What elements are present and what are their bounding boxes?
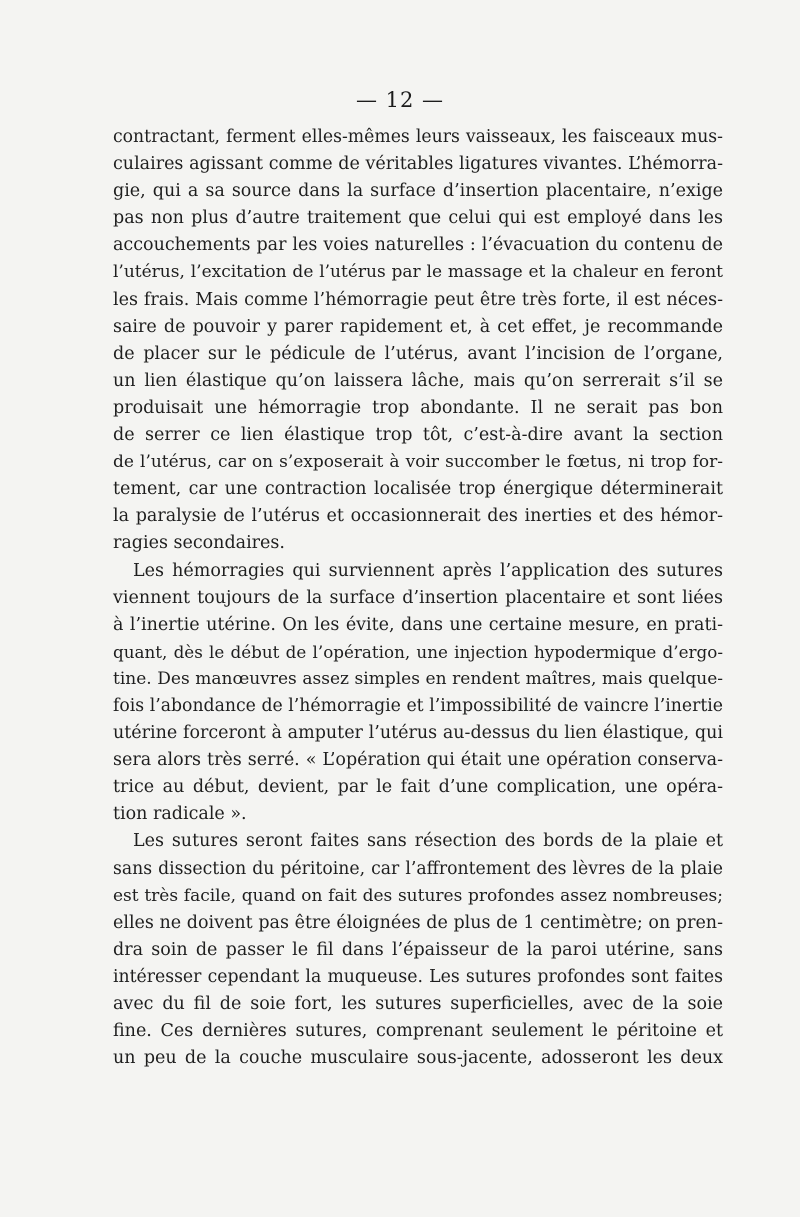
- text-line: intéresser cependant la muqueuse. Les sutures profondes sont faites: [113, 966, 723, 987]
- text-line: tion radicale ».: [113, 804, 247, 825]
- text-line: fine. Ces dernières sutures, comprenant seulement le péritoine et: [113, 1021, 723, 1042]
- text-line: viennent toujours de la surface d’insertion placentaire et sont liées: [113, 587, 723, 608]
- text-line: pas non plus d’autre traitement que celui qui est employé dans les: [113, 208, 723, 229]
- text-line: saire de pouvoir y parer rapidement et, à cet effet, je recommande: [113, 316, 723, 337]
- text-line: un peu de la couche musculaire sous-jacente, adosseront les deux: [113, 1048, 723, 1069]
- text-line: de l’utérus, car on s’exposerait à voir succomber le fœtus, ni trop for-: [113, 452, 723, 473]
- text-line: avec du fil de soie fort, les sutures superficielles, avec de la soie: [113, 994, 723, 1014]
- text-line: sans dissection du péritoine, car l’affrontement des lèvres de la plaie: [113, 858, 723, 879]
- paragraph-2: [113, 558, 723, 829]
- text-line: elles ne doivent pas être éloignées de plus de 1 centimètre; on pren-: [113, 912, 723, 933]
- text-line: ragies secondaires.: [113, 533, 285, 554]
- text-line: de serrer ce lien élastique trop tôt, c’est-à-dire avant la section: [113, 425, 723, 446]
- text-line: l’utérus, l’excitation de l’utérus par le massage et la chaleur en feront: [113, 262, 723, 283]
- text-line: accouchements par les voies naturelles : l’évacuation du contenu de: [113, 235, 723, 256]
- text-line: tement, car une contraction localisée trop énergique déterminerait: [113, 479, 723, 500]
- text-line: Les hémorragies qui surviennent après l’application des sutures: [133, 560, 723, 581]
- text-line: est très facile, quand on fait des sutures profondes assez nombreuses;: [113, 885, 723, 906]
- text-line: sera alors très serré. « L’opération qui était une opération conserva-: [113, 750, 723, 771]
- text-line: tine. Des manœuvres assez simples en rendent maîtres, mais quelque-: [113, 668, 723, 689]
- paragraph-1: [113, 124, 723, 558]
- text-line: de placer sur le pédicule de l’utérus, avant l’incision de l’organe,: [113, 343, 723, 364]
- text-line: un lien élastique qu’on laissera lâche, mais qu’on serrerait s’il se: [113, 370, 723, 391]
- paragraph-3: [113, 828, 723, 1072]
- text-line: à l’inertie utérine. On les évite, dans une certaine mesure, en prati-: [113, 614, 723, 635]
- text-line: contractant, ferment elles-mêmes leurs vaisseaux, les faisceaux mus-: [113, 127, 723, 147]
- text-line: fois l’abondance de l’hémorragie et l’impossibilité de vaincre l’inertie: [113, 695, 723, 716]
- page-number: — 12 —: [355, 88, 445, 112]
- text-line: utérine forceront à amputer l’utérus au-dessus du lien élastique, qui: [113, 723, 723, 744]
- text-line: la paralysie de l’utérus et occasionnerait des inerties et des hémor-: [113, 506, 723, 527]
- text-line: Les sutures seront faites sans résection des bords de la plaie et: [133, 831, 723, 852]
- text-line: produisait une hémorragie trop abondante. Il ne serait pas bon: [113, 397, 723, 418]
- text-line: trice au début, devient, par le fait d’une complication, une opéra-: [113, 777, 723, 798]
- text-line: les frais. Mais comme l’hémorragie peut être très forte, il est néces-: [113, 289, 723, 310]
- text-line: culaires agissant comme de véritables ligatures vivantes. L’hémorra-: [113, 154, 723, 175]
- text-line: quant, dès le début de l’opération, une injection hypodermique d’ergo-: [113, 641, 723, 662]
- text-line: gie, qui a sa source dans la surface d’insertion placentaire, n’exige: [113, 181, 723, 202]
- text-line: dra soin de passer le fil dans l’épaisseur de la paroi utérine, sans: [113, 939, 723, 960]
- body-text: [113, 124, 723, 1072]
